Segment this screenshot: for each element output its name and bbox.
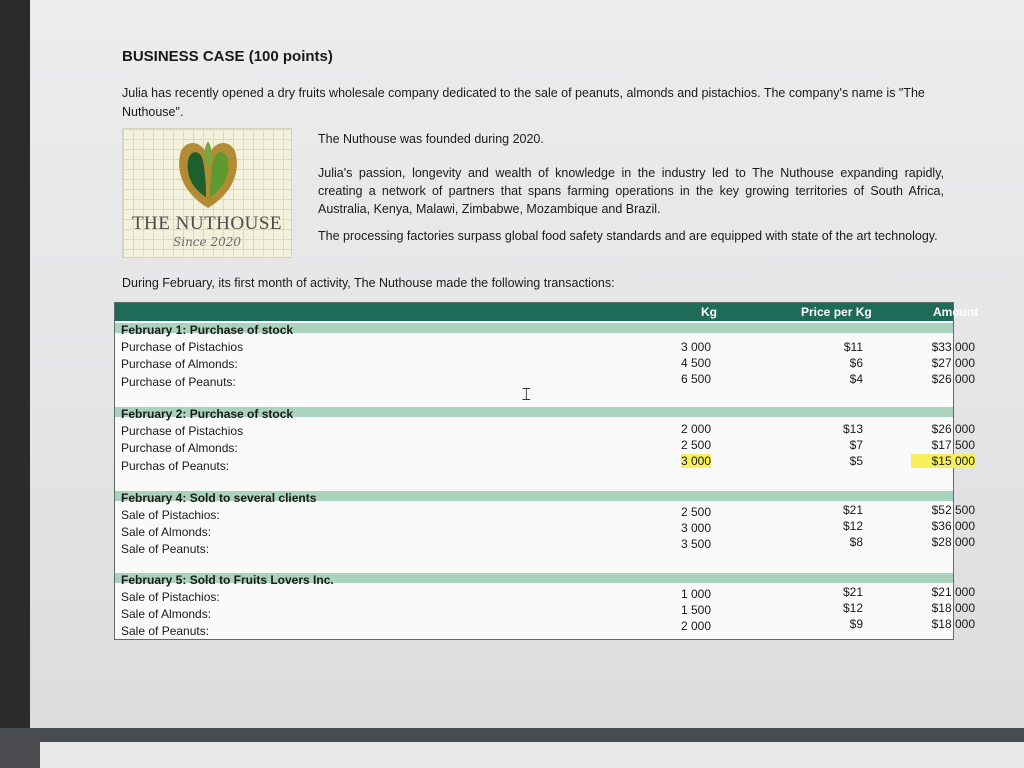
logo-since-text: Since 2020 — [173, 235, 241, 249]
table-row-label: Sale of Almonds: — [121, 525, 212, 539]
amount-cell: $52 500 — [931, 503, 975, 517]
kg-cell: 3 000 — [681, 340, 712, 354]
intro-paragraph: Julia has recently opened a dry fruits wholesale company dedicated to the sale of peanuts, almonds and pistachios. The company's name is "The Nuthouse". — [122, 86, 925, 119]
header-kg: Kg — [701, 305, 717, 319]
table-row-label: Sale of Peanuts: — [121, 542, 210, 556]
section-header: February 5: Sold to Fruits Lovers Inc. — [121, 573, 334, 587]
kg-cell: 6 500 — [681, 372, 712, 386]
amount-cell: $21 000 — [931, 585, 975, 599]
price-cell: $4 — [849, 372, 863, 386]
logo-company-name: THE NUTHOUSE — [131, 213, 283, 234]
amount-cell: $18 000 — [931, 617, 975, 631]
price-cell: $21 — [842, 503, 863, 517]
table-row-label: Purchas of Peanuts: — [121, 459, 230, 473]
transactions-table — [114, 302, 979, 640]
header-price-per-kg: Price per Kg — [801, 305, 872, 319]
section-header: February 4: Sold to several clients — [121, 491, 317, 505]
table-row-label: Purchase of Peanuts: — [121, 375, 236, 389]
document-page — [30, 0, 1024, 730]
table-row-label: Purchase of Pistachios — [121, 340, 244, 354]
document-title: BUSINESS CASE (100 points) — [122, 48, 333, 65]
amount-cell: $26 000 — [931, 372, 975, 386]
table-row-label: Sale of Almonds: — [121, 607, 212, 621]
price-cell: $9 — [849, 617, 863, 631]
amount-cell: $36 000 — [931, 519, 975, 533]
amount-cell: $17 500 — [931, 438, 975, 452]
table-row-label: Purchase of Almonds: — [121, 357, 238, 371]
table-row-label: Purchase of Pistachios — [121, 424, 244, 438]
amount-cell: $33 000 — [931, 340, 975, 354]
table-row-label: Sale of Pistachios: — [121, 590, 220, 604]
kg-cell-highlighted: 3 000 — [681, 454, 712, 468]
kg-cell: 2 000 — [681, 422, 712, 436]
table-header-row — [115, 303, 979, 321]
price-cell: $12 — [842, 601, 863, 615]
table-row-label: Sale of Pistachios: — [121, 508, 220, 522]
kg-cell: 3 500 — [681, 537, 712, 551]
amount-cell: $18 000 — [931, 601, 975, 615]
amount-cell: $27 000 — [931, 356, 975, 370]
nut-leaves-logo-icon — [173, 133, 243, 211]
kg-cell: 2 500 — [681, 505, 712, 519]
monitor-bezel-left — [0, 0, 34, 768]
expansion-paragraph: Julia's passion, longevity and wealth of knowledge in the industry led to The Nuthouse expanding rapidly, creating a network of partners that spans farming operations in the key growing territories of South Africa, Australia, Kenya, Malawi, Zimbabwe, Mozambique and Brazil. — [318, 166, 944, 216]
price-cell: $6 — [849, 356, 863, 370]
text-cursor-icon: 𝙸 — [520, 384, 533, 404]
price-cell: $11 — [843, 340, 863, 354]
table-row-label: Purchase of Almonds: — [121, 441, 238, 455]
next-page-strip — [40, 742, 1024, 768]
price-cell: $21 — [842, 585, 863, 599]
table-row-label: Sale of Peanuts: — [121, 624, 210, 638]
founded-text: The Nuthouse was founded during 2020. — [318, 132, 544, 146]
price-cell: $7 — [849, 438, 863, 452]
kg-cell: 4 500 — [681, 356, 712, 370]
kg-cell: 3 000 — [681, 521, 712, 535]
header-amount: Amount — [933, 305, 979, 319]
amount-cell: $26 000 — [931, 422, 975, 436]
kg-cell: 2 000 — [681, 619, 712, 633]
nuthouse-logo — [122, 128, 292, 258]
kg-cell: 2 500 — [681, 438, 712, 452]
section-header: February 1: Purchase of stock — [121, 323, 294, 337]
amount-cell-highlighted: $15 000 — [911, 454, 975, 468]
price-cell: $5 — [849, 454, 863, 468]
kg-cell: 1 500 — [681, 603, 712, 617]
price-cell: $13 — [842, 422, 863, 436]
amount-cell: $28 000 — [931, 535, 975, 549]
transactions-intro: During February, its first month of activity, The Nuthouse made the following transactions: — [122, 276, 615, 290]
price-cell: $8 — [849, 535, 863, 549]
kg-cell: 1 000 — [681, 587, 712, 601]
factories-paragraph: The processing factories surpass global food safety standards and are equipped with state of the art technology. — [318, 229, 938, 243]
section-header: February 2: Purchase of stock — [121, 407, 294, 421]
price-cell: $12 — [842, 519, 863, 533]
